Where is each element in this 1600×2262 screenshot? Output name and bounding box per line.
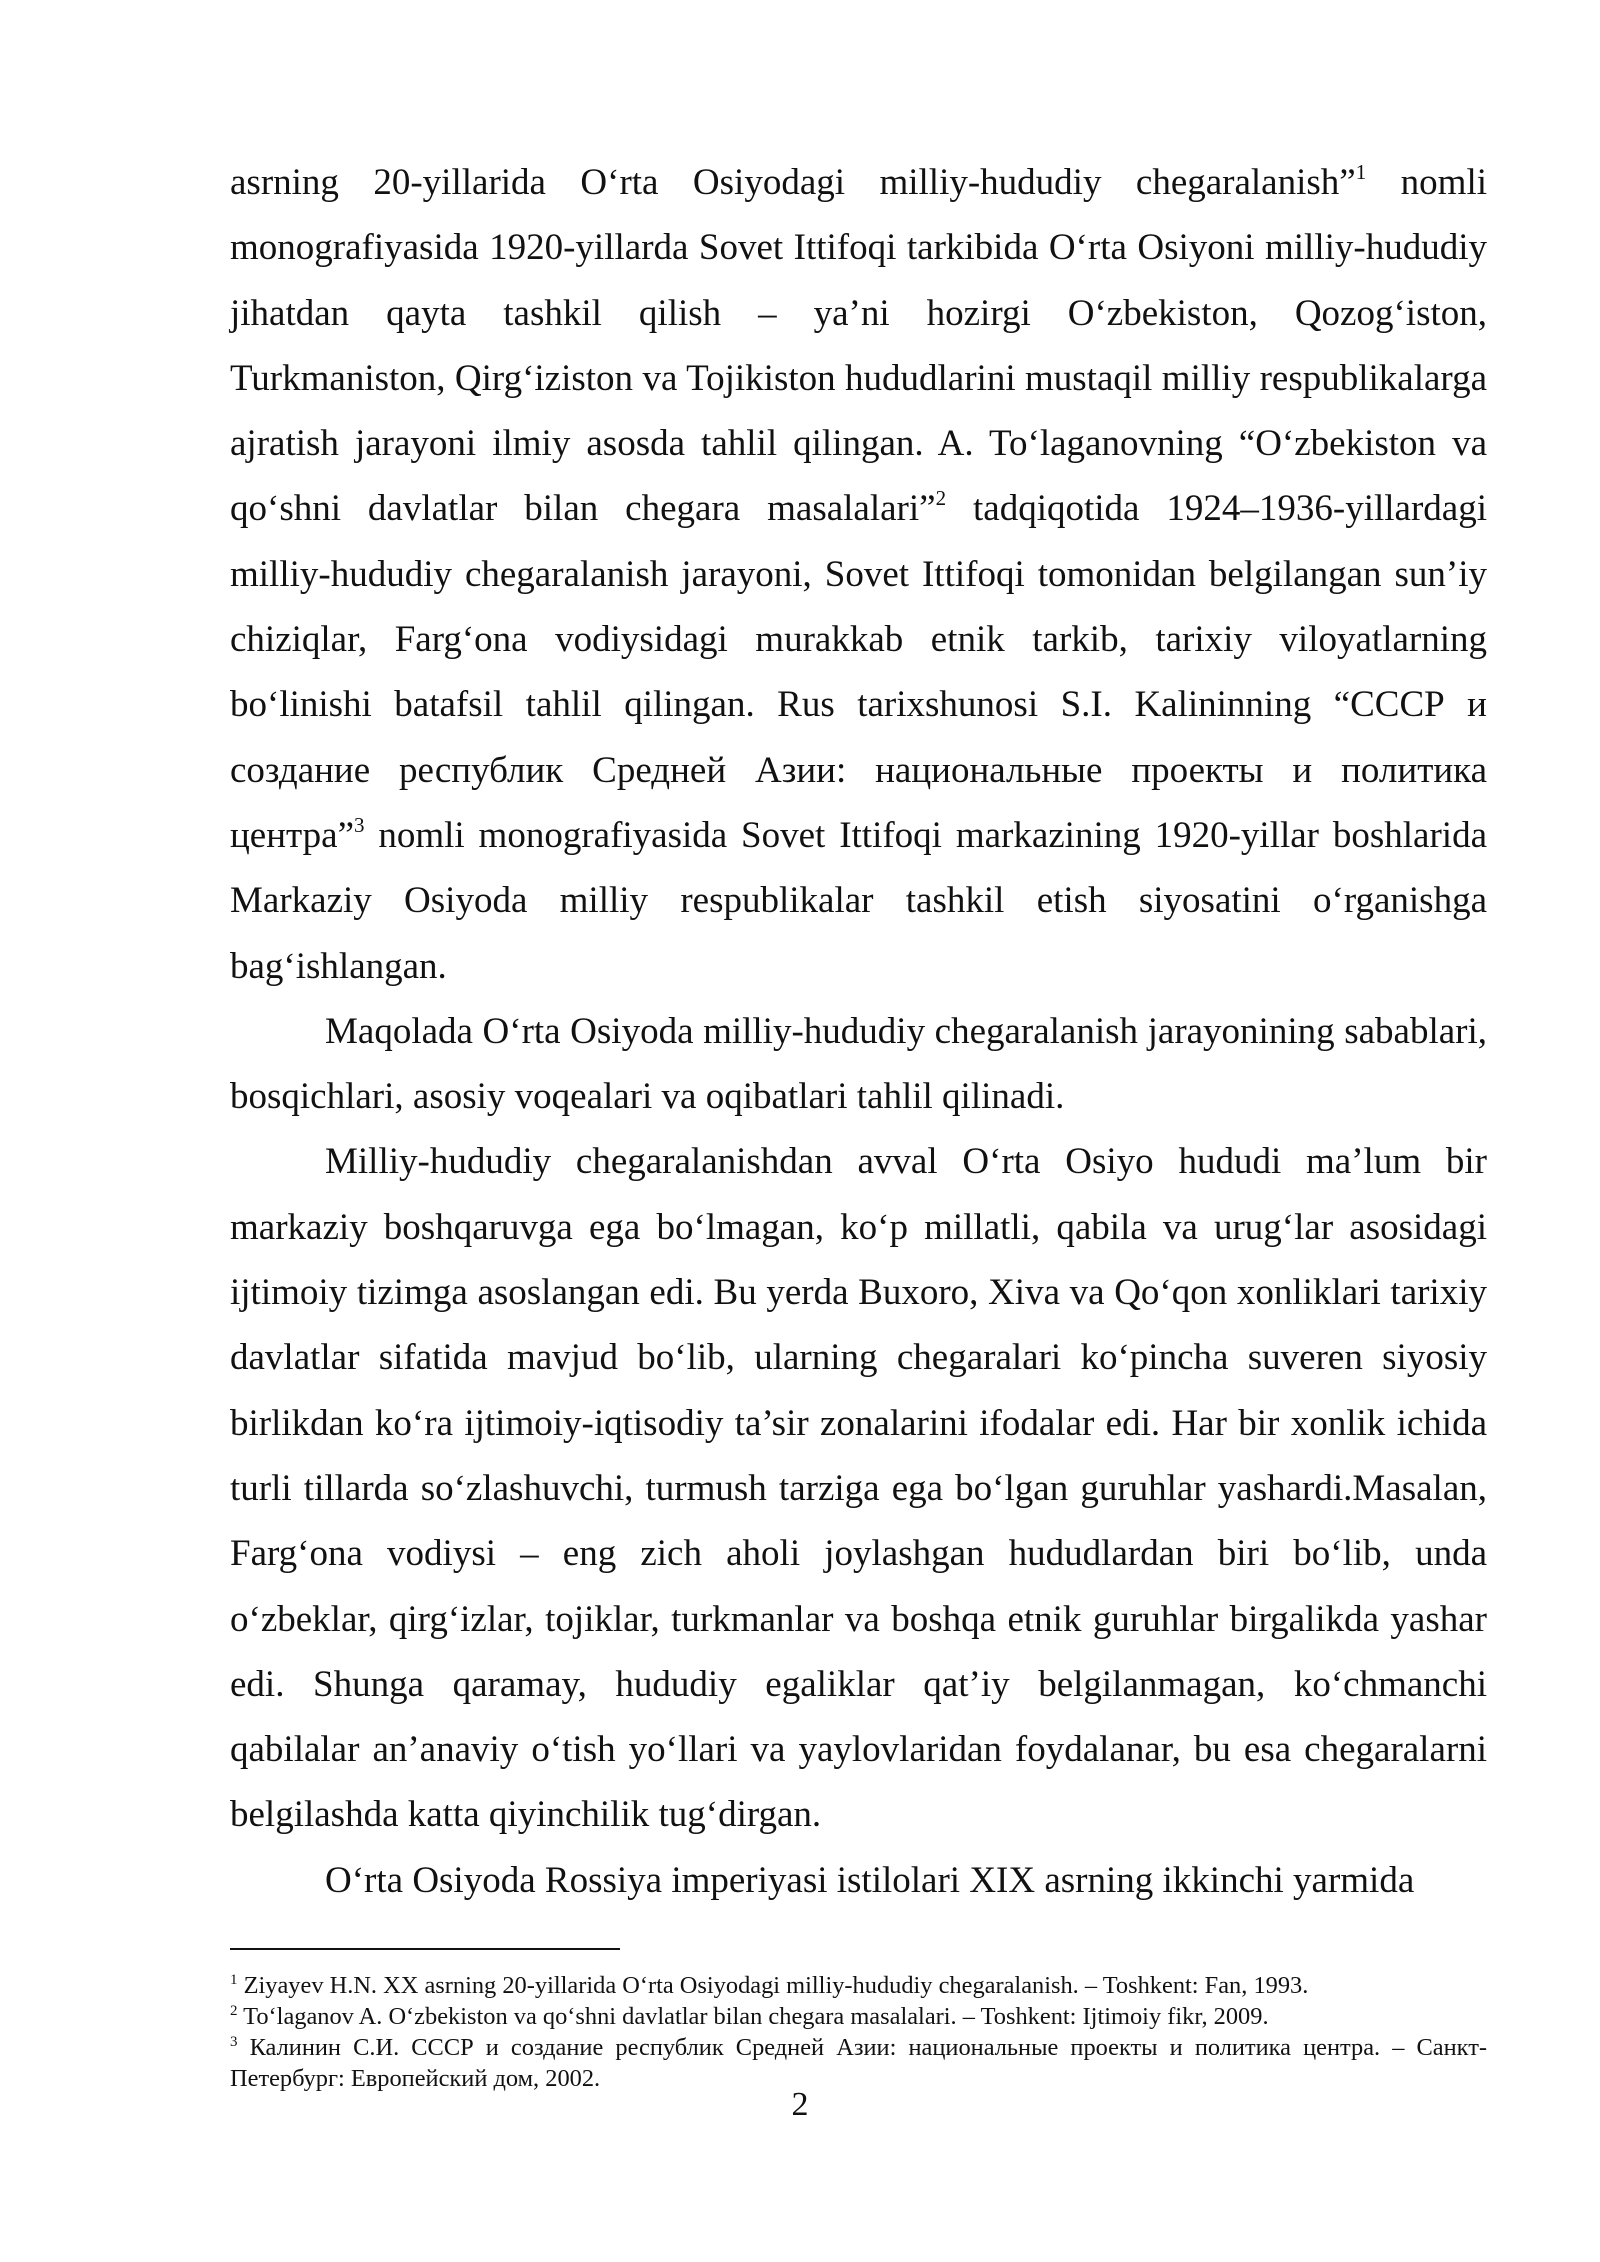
footnote-ref-1: 1	[1355, 160, 1367, 184]
paragraph-1-text-a: asrning 20-yillarida Oʻrta Osiyodagi milliy-hududiy chegaralanish”	[230, 162, 1356, 203]
paragraph-1-text-c: tadqiqotida 1924–1936-yillardagi milliy-hududiy chegaralanish jarayoni, Sovet Ittifoqi tomonidan belgilangan sun’iy chiziqlar, Fargʻona vodiysidagi murakkab etnik tarkib, tarixiy viloyatlarning boʻlinishi batafsil tahlil qilingan. Rus tarixshunosi S.I. Kalininning “СССР и создание республик Средней Азии: национальные проекты и политика центра”	[230, 488, 1487, 856]
footnotes-section	[230, 1948, 1487, 2094]
document-body	[230, 150, 1487, 1913]
footnote-ref-2: 2	[935, 486, 947, 511]
paragraph-2: Maqolada Oʻrta Osiyoda milliy-hududiy chegaralanish jarayonining sabablari, bosqichlari, asosiy voqealari va oqibatlari tahlil qilinadi.	[230, 1010, 1487, 1118]
paragraph-4: Oʻrta Osiyoda Rossiya imperiyasi istilolari XIX asrning ikkinchi yarmida	[325, 1859, 1415, 1901]
page-number: 2	[791, 2086, 809, 2123]
footnote-separator	[230, 1948, 620, 1950]
footnote-mark-1: 1	[230, 1972, 238, 1988]
paragraph-1-text-d: nomli monografiyasida Sovet Ittifoqi markazining 1920-yillar boshlarida Markaziy Osiyoda milliy respublikalar tashkil etish siyosatini oʻrganishga bagʻishlangan.	[230, 814, 1487, 987]
paragraph-3: Milliy-hududiy chegaralanishdan avval Oʻrta Osiyo hududi ma’lum bir markaziy boshqaruvga ega boʻlmagan, koʻp millatli, qabila va urugʻlar asosidagi ijtimoiy tizimga asoslangan edi. Bu yerda Buxoro, Xiva va Qoʻqon xonliklari tarixiy davlatlar sifatida mavjud boʻlib, ularning chegaralari koʻpincha suveren siyosiy birlikdan koʻra ijtimoiy-iqtisodiy ta’sir zonalarini ifodalar edi. Har bir xonlik ichida turli tillarda soʻzlashuvchi, turmush tarziga ega boʻlgan guruhlar yashardi.Masalan, Fargʻona vodiysi – eng zich aholi joylashgan hududlardan biri boʻlib, unda oʻzbeklar, qirgʻizlar, tojiklar, turkmanlar va boshqa etnik guruhlar birgalikda yashar edi. Shunga qaramay, hududiy egaliklar qat’iy belgilanmagan, koʻchmanchi qabilalar an’anaviy oʻtish yoʻllari va yaylovlaridan foydalanar, bu esa chegaralarni belgilashda katta qiyinchilik tugʻdirgan.	[230, 1141, 1487, 1836]
footnote-2-text: Toʻlaganov A. Oʻzbekiston va qoʻshni davlatlar bilan chegara masalalari. – Toshkent: Ijtimoiy fikr, 2009.	[237, 2003, 1269, 2030]
footnote-3-text: Калинин С.И. СССР и создание республик Средней Азии: национальные проекты и политика центра. – Санкт-Петербург: Европейский дом, 2002.	[230, 2034, 1487, 2092]
paragraph-1	[230, 150, 1487, 999]
paragraph-1-text-b: nomli monografiyasida 1920-yillarda Sovet Ittifoqi tarkibida Oʻrta Osiyoni milliy-hududiy jihatdan qayta tashkil qilish – ya’ni hozirgi Oʻzbekiston, Qozogʻiston, Turkmaniston, Qirgʻiziston va Tojikiston hududlarini mustaqil milliy respublikalarga ajratish jarayoni ilmiy asosda tahlil qilingan. A. Toʻlaganovning “Oʻzbekiston va qoʻshni davlatlar bilan chegara masalalari”	[230, 162, 1487, 530]
footnote-1-text: Ziyayev H.N. XX asrning 20-yillarida Oʻrta Osiyodagi milliy-hududiy chegaralanish. – Toshkent: Fan, 1993.	[237, 1972, 1309, 1999]
footnote-mark-3: 3	[230, 2034, 238, 2050]
footnote-2	[230, 2001, 1487, 2032]
footnote-mark-2: 2	[230, 2003, 238, 2019]
footnote-ref-3: 3	[354, 812, 365, 837]
footnote-1	[230, 1970, 1487, 2001]
